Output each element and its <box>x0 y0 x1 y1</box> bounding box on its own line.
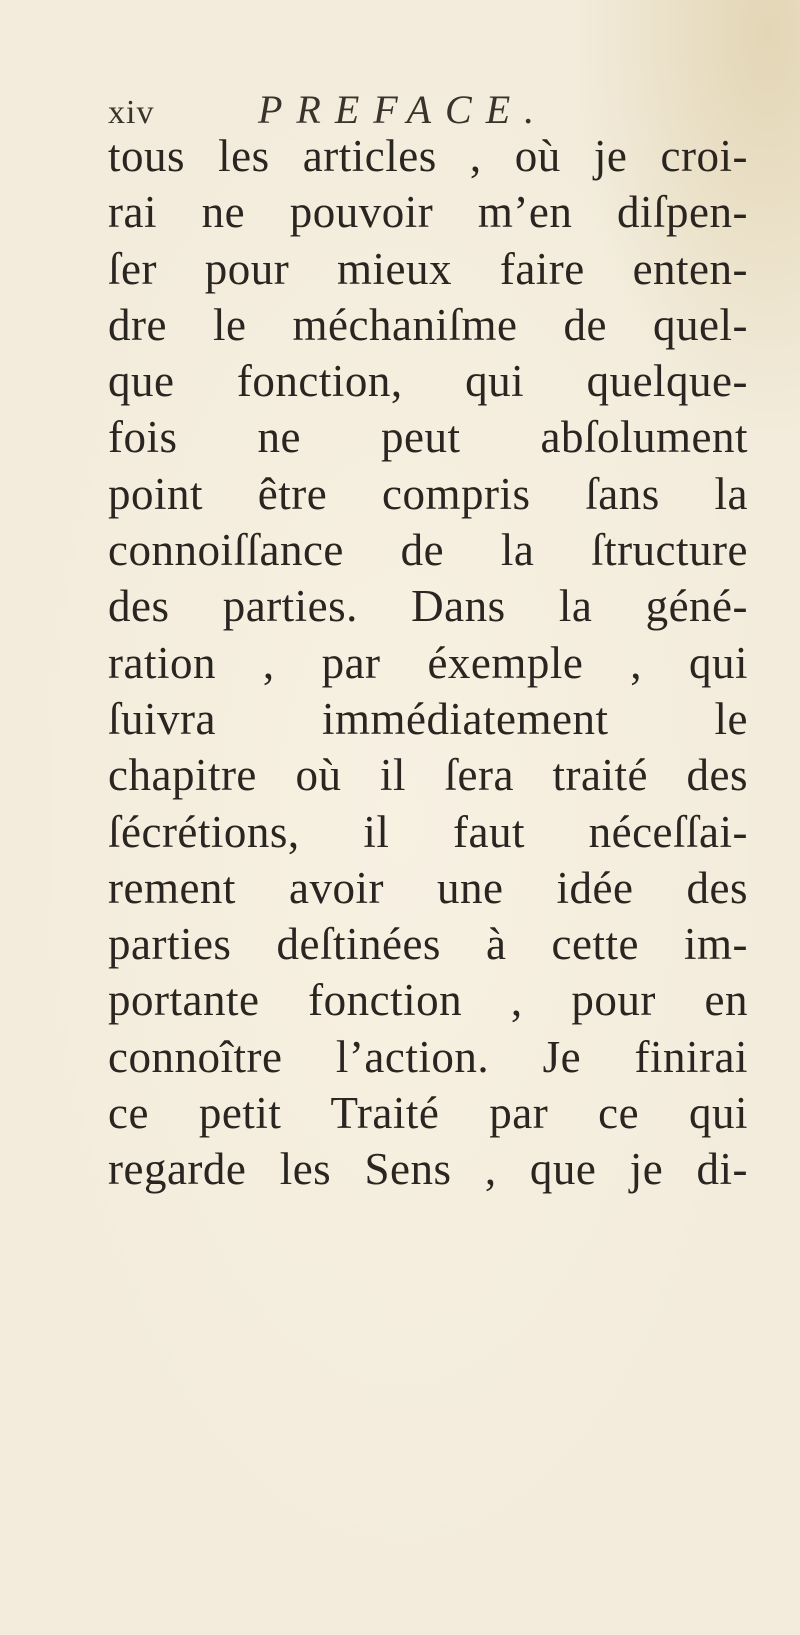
page-number: xiv <box>108 94 155 131</box>
text-line: dre le méchaniſme de quel- <box>108 299 748 350</box>
text-line: tous les articles , où je croi- <box>108 131 748 181</box>
text-line: regarde les Sens , que je di- <box>108 1144 748 1195</box>
text-line: rai ne pouvoir m’en diſpen- <box>108 187 748 238</box>
text-line: chapitre où il ſera traité des <box>108 750 748 801</box>
text-line: portante fonction , pour en <box>108 975 748 1026</box>
body-text <box>108 128 748 1198</box>
text-line: des parties. Dans la géné- <box>108 581 748 632</box>
text-line: ce petit Traité par ce qui <box>108 1088 748 1139</box>
text-line: parties deſtinées à cette im- <box>108 919 748 970</box>
text-line: connoître l’action. Je finirai <box>108 1031 748 1082</box>
text-line: ration , par éxemple , qui <box>108 637 748 688</box>
running-head: PREFACE. <box>258 87 549 132</box>
text-line: rement avoir une idée des <box>108 862 748 913</box>
text-line: ſécrétions, il faut néceſſai- <box>108 806 748 857</box>
text-line: que fonction, qui quelque- <box>108 356 748 407</box>
text-line: ſer pour mieux faire enten- <box>108 243 748 294</box>
text-line: ſuivra immédiatement le <box>108 693 748 744</box>
text-line: connoiſſance de la ſtructure <box>108 525 748 576</box>
text-line: point être compris ſans la <box>108 468 748 519</box>
text-line: fois ne peut abſolument <box>108 412 748 463</box>
